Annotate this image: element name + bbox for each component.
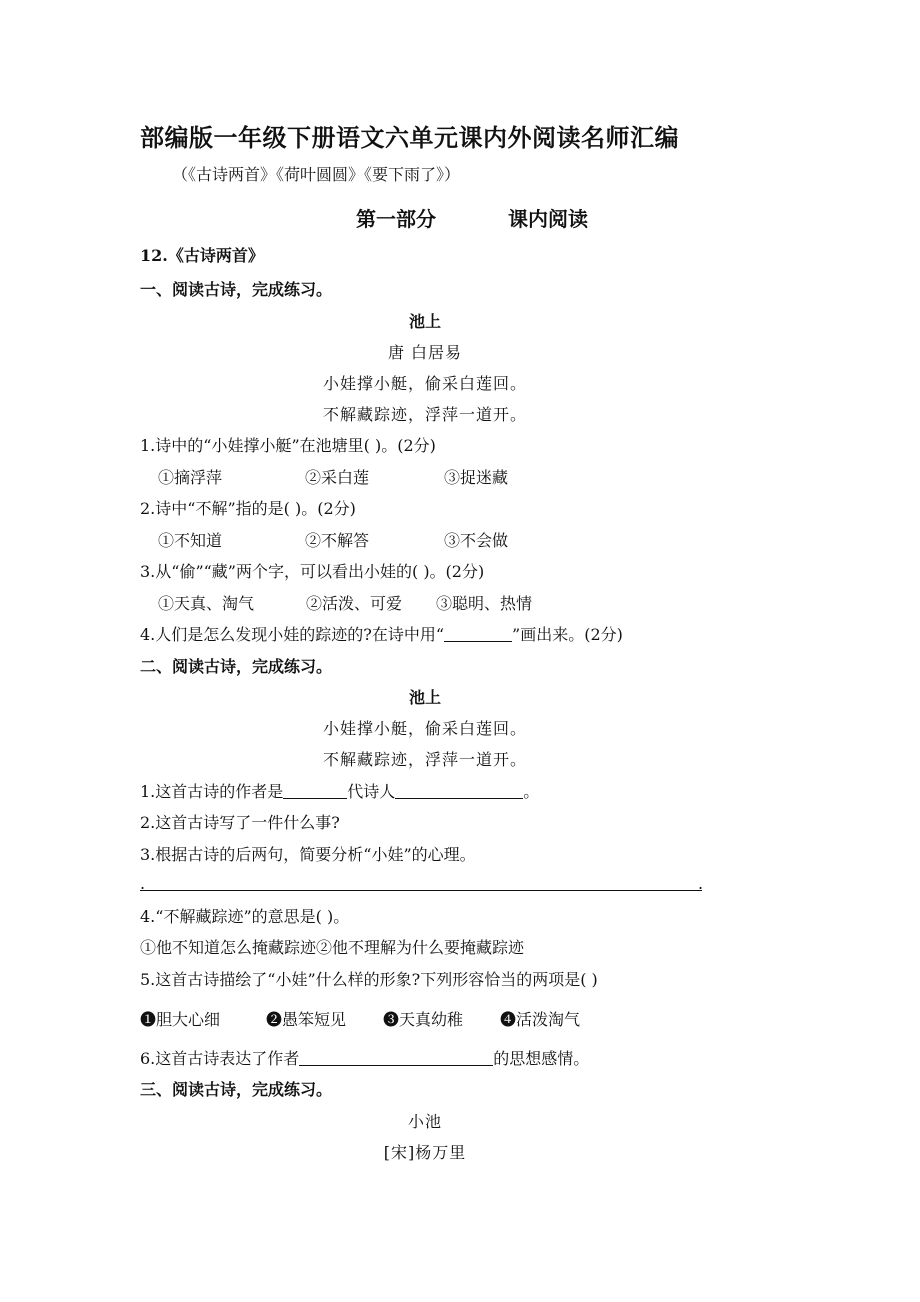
section-2-q5-option-4: ❹活泼淘气 [500, 1010, 581, 1029]
section-2-q1-mid: 代诗人 [347, 782, 396, 801]
answer-blank[interactable] [283, 782, 347, 799]
answer-line-dot-right: . [698, 874, 704, 893]
section-3-poem-author: [宋]杨万里 [383, 1143, 467, 1162]
document-title: 部编版一年级下册语文六单元课内外阅读名师汇编 [140, 123, 679, 152]
section-2-q5-option-2: ❷愚笨短见 [266, 1010, 347, 1029]
section-2-heading: 二、阅读古诗，完成练习。 [140, 657, 333, 676]
section-2-q6-text: 6.这首古诗表达了作者 [140, 1049, 300, 1068]
section-2-q5-option-3: ❸天真幼稚 [383, 1010, 464, 1029]
section-1-q4-text: 4.人们是怎么发现小娃的踪迹的?在诗中用“ [140, 625, 445, 644]
section-2-question-3: 3.根据古诗的后两句，简要分析“小娃”的心理。 [140, 845, 476, 864]
section-1-q3-option-2: ②活泼、可爱 [306, 594, 403, 613]
section-2-poem-line-1: 小娃撑小艇，偷采白莲回。 [322, 719, 527, 738]
section-1-q3-option-3: ③聪明、热情 [436, 594, 533, 613]
section-1-question-2: 2.诗中“不解”指的是( )。(2分) [140, 499, 356, 518]
section-1-poem-line-2: 不解藏踪迹，浮萍一道开。 [322, 405, 527, 424]
section-1-poem-author: 唐 白居易 [387, 343, 463, 362]
section-1-poem-title: 池上 [408, 312, 441, 331]
section-2-poem-title: 池上 [408, 688, 441, 707]
section-1-heading: 一、阅读古诗，完成练习。 [140, 280, 333, 299]
answer-line-dot-left: . [140, 874, 146, 893]
part-name: 课内阅读 [508, 207, 588, 231]
section-2-question-6 [140, 1046, 589, 1069]
section-2-q5-option-1: ❶胆大心细 [140, 1010, 221, 1029]
section-2-q6-suffix: 的思想感情。 [493, 1049, 590, 1068]
section-1-q2-option-2: ②不解答 [305, 531, 370, 550]
section-2-question-4: 4.“不解藏踪迹”的意思是( )。 [140, 907, 350, 926]
section-3-heading: 三、阅读古诗，完成练习。 [140, 1080, 333, 1099]
section-1-question-3: 3.从“偷”“藏”两个字，可以看出小娃的( )。(2分) [140, 562, 485, 581]
document-subtitle: （《古诗两首》《荷叶圆圆》《要下雨了》） [172, 165, 461, 184]
section-2-poem-line-2: 不解藏踪迹，浮萍一道开。 [322, 750, 527, 769]
section-2-q1-end: 。 [523, 782, 540, 801]
section-1-q3-option-1: ①天真、淘气 [158, 594, 255, 613]
section-2-q1-text: 1.这首古诗的作者是 [140, 782, 284, 801]
section-2-question-5: 5.这首古诗描绘了“小娃”什么样的形象?下列形容恰当的两项是( ) [140, 970, 598, 989]
section-1-question-4 [140, 622, 623, 645]
section-1-poem-line-1: 小娃撑小艇，偷采白莲回。 [322, 374, 527, 393]
lesson-heading: 12.《古诗两首》 [140, 246, 264, 265]
section-1-q2-option-3: ③不会做 [444, 531, 509, 550]
section-1-q1-option-1: ①摘浮萍 [158, 468, 223, 487]
answer-blank[interactable] [395, 782, 523, 799]
answer-blank[interactable] [299, 1049, 493, 1066]
section-1-question-1: 1.诗中的“小娃撑小艇”在池塘里( )。(2分) [140, 436, 436, 455]
section-2-question-2: 2.这首古诗写了一件什么事? [140, 813, 340, 832]
answer-line[interactable] [140, 890, 702, 891]
section-1-q2-option-1: ①不知道 [158, 531, 223, 550]
answer-blank[interactable] [444, 625, 512, 642]
section-1-q1-option-3: ③捉迷藏 [444, 468, 509, 487]
part-label: 第一部分 [356, 207, 436, 231]
section-3-poem-title: 小池 [407, 1112, 442, 1131]
section-1-q4-suffix: ”画出来。(2分) [512, 625, 623, 644]
section-2-q4-options: ①他不知道怎么掩藏踪迹②他不理解为什么要掩藏踪迹 [140, 938, 525, 957]
section-2-question-1 [140, 779, 539, 802]
section-1-q1-option-2: ②采白莲 [305, 468, 370, 487]
